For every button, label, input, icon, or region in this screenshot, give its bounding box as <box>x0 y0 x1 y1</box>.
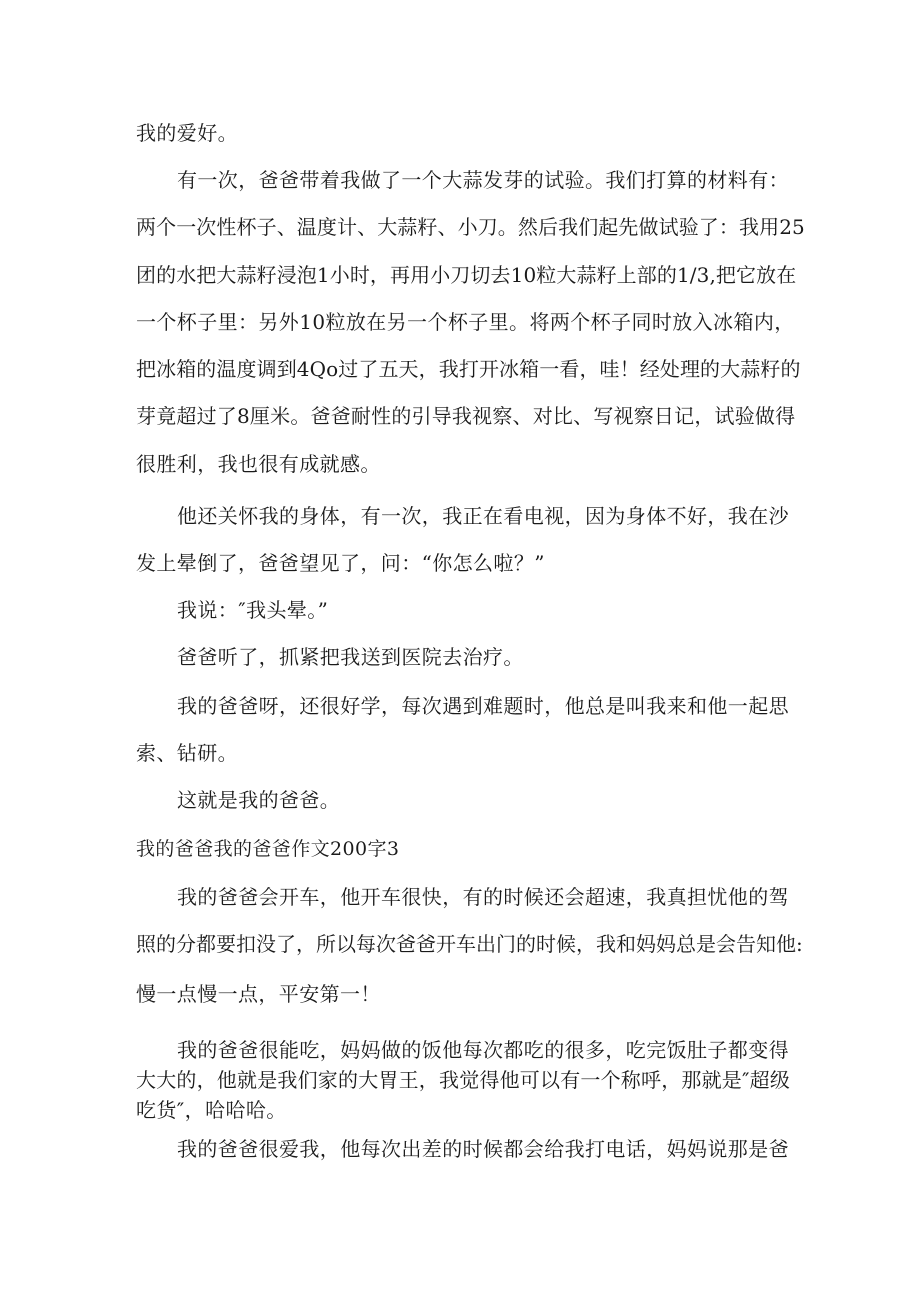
text-line: 一个杯子里：另外10粒放在另一个杯子里。将两个杯子同时放入冰箱内， <box>136 310 795 334</box>
text-line: 大大的，他就是我们家的大胃王，我觉得他可以有一个称呼，那就是″超级 <box>136 1068 791 1092</box>
text-line: 吃货″，哈哈哈。 <box>136 1098 287 1122</box>
text-line: 我的爸爸会开车，他开车很快，有的时候还会超速，我真担忧他的驾 <box>177 885 789 909</box>
text-line: 慢一点慢一点，平安第一！ <box>136 982 381 1006</box>
text-line: 爸爸听了，抓紧把我送到医院去治疗。 <box>177 645 524 669</box>
text-line: 照的分都要扣没了，所以每次爸爸开车出门的时候，我和妈妈总是会告知他: <box>136 932 803 956</box>
text-line: 芽竟超过了8厘米。爸爸耐性的引导我视察、对比、写视察日记，试验做得 <box>136 404 796 428</box>
text-line: 把冰箱的温度调到4Qo过了五天，我打开冰箱一看，哇！经处理的大蒜籽的 <box>136 357 801 381</box>
text-line: 这就是我的爸爸。 <box>177 788 341 812</box>
text-line: 我的爸爸很爱我，他每次出差的时候都会给我打电话，妈妈说那是爸 <box>177 1137 789 1161</box>
text-line: 发上晕倒了，爸爸望见了，问：“你怎么啦？” <box>136 551 545 575</box>
text-line: 团的水把大蒜籽浸泡1小时，再用小刀切去10粒大蒜籽上部的1/3,把它放在 <box>136 263 797 287</box>
text-line: 很胜利，我也很有成就感。 <box>136 452 381 476</box>
text-line: 我的爸爸呀，还很好学，每次遇到难题时，他总是叫我来和他一起思 <box>177 694 789 718</box>
text-line: 有一次，爸爸带着我做了一个大蒜发芽的试验。我们打算的材料有： <box>177 168 789 192</box>
text-line: 我的爸爸很能吃，妈妈做的饭他每次都吃的很多，吃完饭肚子都变得 <box>177 1038 789 1062</box>
text-line: 他还关怀我的身体，有一次，我正在看电视，因为身体不好，我在沙 <box>177 504 789 528</box>
text-line: 我的爱好。 <box>136 121 238 145</box>
section-heading: 我的爸爸我的爸爸作文200字3 <box>136 838 400 860</box>
text-line: 我说：″我头晕。” <box>177 598 329 622</box>
text-line: 索、钻研。 <box>136 741 238 765</box>
text-line: 两个一次性杯子、温度计、大蒜籽、小刀。然后我们起先做试验了：我用25 <box>136 215 805 239</box>
